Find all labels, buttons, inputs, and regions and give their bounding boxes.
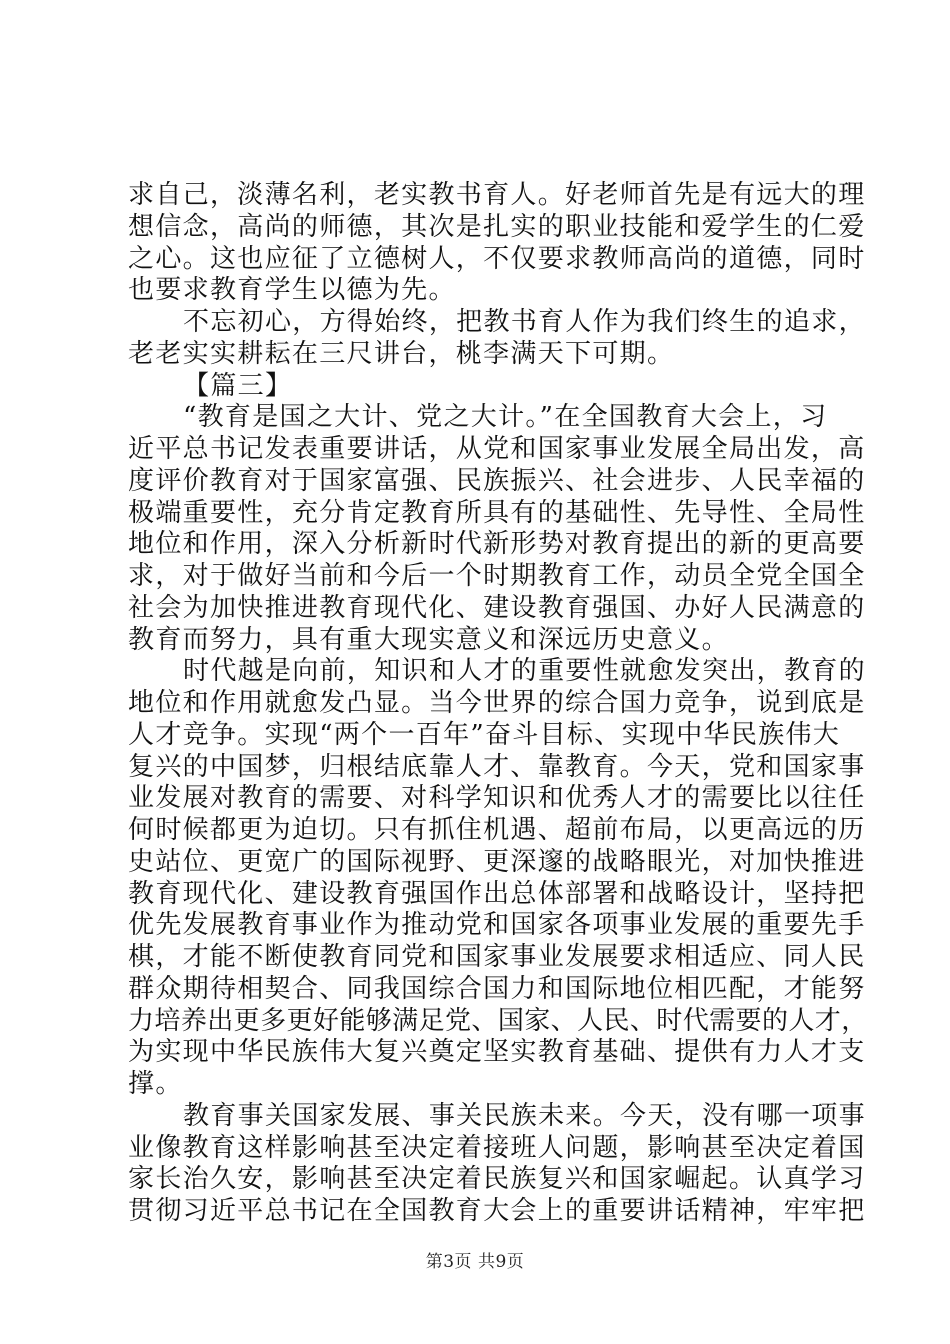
text-line: 撑。: [128, 1069, 183, 1099]
text-line: 不忘初心，方得始终，把教书育人作为我们终生的追求，: [183, 307, 866, 337]
text-line: 求，对于做好当前和今后一个时期教育工作，动员全党全国全: [128, 561, 866, 591]
text-line: 业发展对教育的需要、对科学知识和优秀人才的需要比以往任: [128, 783, 866, 814]
text-line: 优先发展教育事业作为推动党和国家各项事业发展的重要先手: [128, 910, 866, 941]
text-line: 业像教育这样影响甚至决定着接班人问题，影响甚至决定着国: [128, 1132, 866, 1163]
text-line: 地位和作用，深入分析新时代新形势对教育提出的新的更高要: [128, 529, 866, 560]
text-line: 也要求教育学生以德为先。: [128, 275, 456, 306]
text-line: 教育而努力，具有重大现实意义和深远历史意义。: [128, 624, 729, 655]
text-line: 近平总书记发表重要讲话，从党和国家事业发展全局出发，高: [128, 434, 866, 464]
text-line: 为实现中华民族伟大复兴奠定坚实教育基础、提供有力人才支: [128, 1037, 866, 1068]
text-line: 何时候都更为迫切。只有抓住机遇、超前布局，以更高远的历: [128, 815, 866, 845]
text-line: 时代越是向前，知识和人才的重要性就愈发突出，教育的: [183, 656, 866, 687]
text-line: 史站位、更宽广的国际视野、更深邃的战略眼光，对加快推进: [128, 846, 866, 877]
text-line: 力培养出更多更好能够满足党、国家、人民、时代需要的人才，: [128, 1005, 868, 1036]
text-line: 教育现代化、建设教育强国作出总体部署和战略设计，坚持把: [128, 878, 866, 909]
text-line: 度评价教育对于国家富强、民族振兴、社会进步、人民幸福的: [128, 465, 866, 496]
text-line: 社会为加快推进教育现代化、建设教育强国、办好人民满意的: [128, 592, 866, 623]
text-line: 求自己，淡薄名利，老实教书育人。好老师首先是有远大的理: [128, 180, 866, 210]
text-line: 老老实实耕耘在三尺讲台，桃李满天下可期。: [128, 338, 675, 369]
text-line: 贯彻习近平总书记在全国教育大会上的重要讲话精神，牢牢把: [128, 1196, 866, 1226]
text-line: 棋，才能不断使教育同党和国家事业发展要求相适应、同人民: [128, 942, 866, 972]
text-line: 教育事关国家发展、事关民族未来。今天，没有哪一项事: [183, 1100, 866, 1131]
text-line: 群众期待相契合、同我国综合国力和国际地位相匹配，才能努: [128, 973, 866, 1004]
text-line: 极端重要性，充分肯定教育所具有的基础性、先导性、全局性: [128, 497, 866, 528]
text-line: “教育是国之大计、党之大计。”在全国教育大会上，习: [183, 402, 828, 433]
page-footer: 第3页 共9页: [425, 1252, 525, 1272]
text-line: 家长治久安，影响甚至决定着民族复兴和国家崛起。认真学习: [128, 1164, 866, 1195]
text-line: 之心。这也应征了立德树人，不仅要求教师高尚的道德，同时: [128, 243, 866, 274]
text-line: 地位和作用就愈发凸显。当今世界的综合国力竞争，说到底是: [128, 688, 866, 718]
text-line: 复兴的中国梦，归根结底靠人才、靠教育。今天，党和国家事: [128, 751, 866, 782]
text-line: 想信念，高尚的师德，其次是扎实的职业技能和爱学生的仁爱: [128, 211, 866, 242]
section-heading: 【篇三】: [183, 370, 293, 401]
text-line: 人才竞争。实现“两个一百年”奋斗目标、实现中华民族伟大: [128, 719, 841, 750]
